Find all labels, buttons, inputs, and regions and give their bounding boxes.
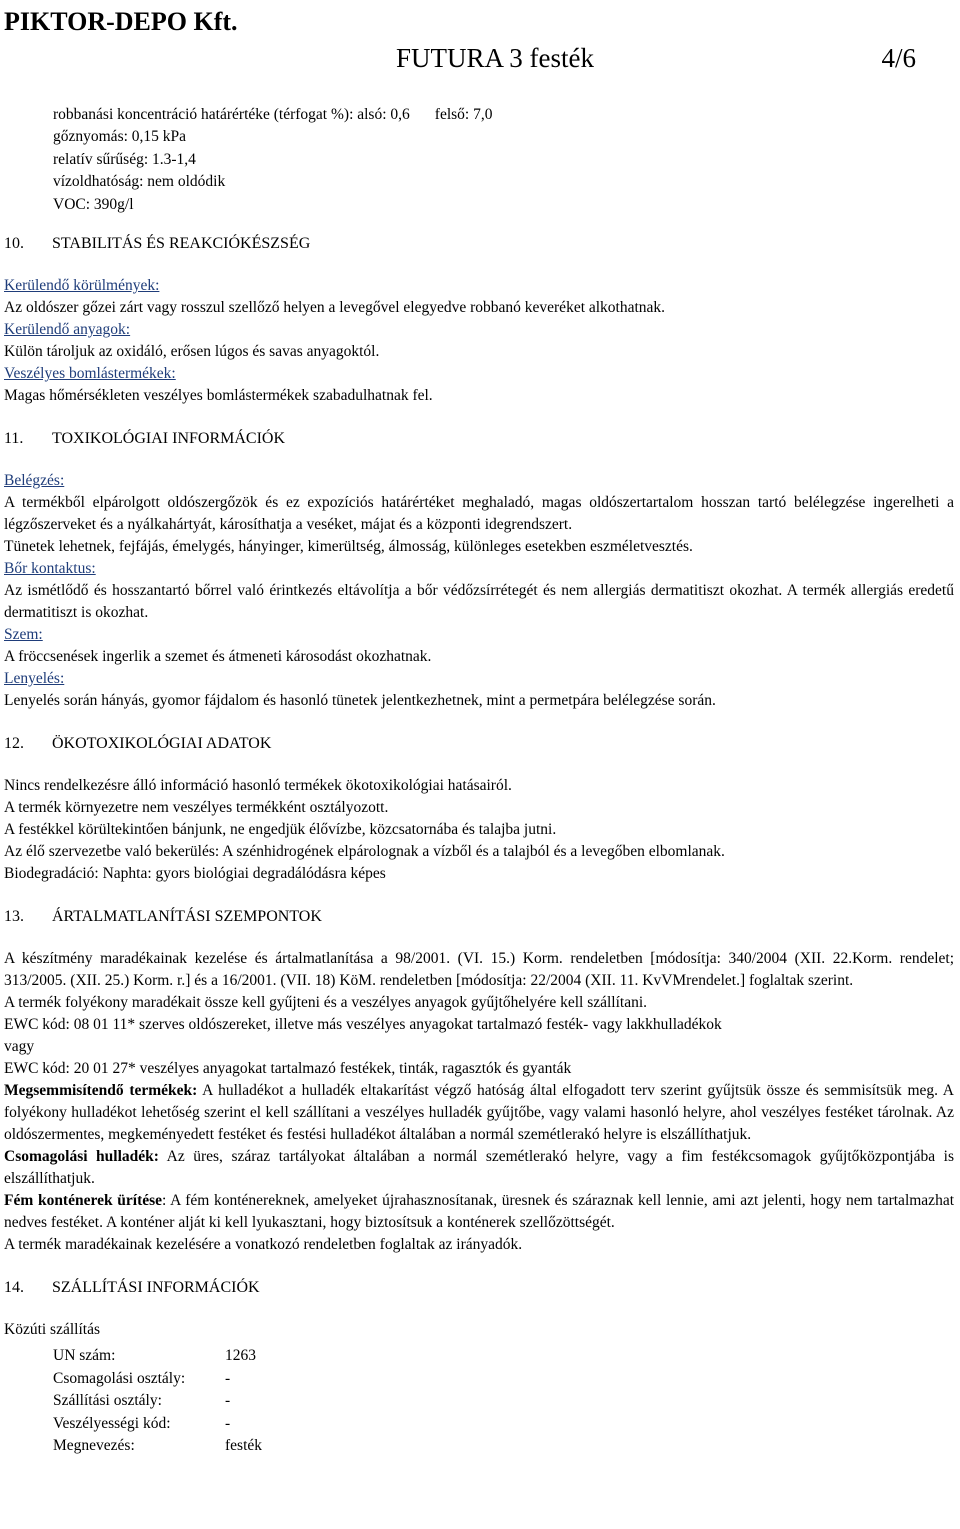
page-number: 4/6: [881, 43, 916, 73]
disposal-final-text: A termék maradékainak kezelésére a vonatkozó rendeletben foglaltak az irányadók.: [4, 1236, 523, 1253]
section-10-title: 10. STABILITÁS ÉS REAKCIÓKÉSZSÉG: [4, 235, 311, 252]
transport-row: Csomagolási osztály: -: [53, 1369, 231, 1387]
inhalation-heading: Belégzés:: [4, 472, 65, 489]
ewc-code-1: EWC kód: 08 01 11* szerves oldószereket, illetve más veszélyes anyagokat tartalmazó festék- vagy lakkhulladékok: [4, 1016, 722, 1033]
eco-line-5: Biodegradáció: Naphta: gyors biológiai degradálódásra képes: [4, 865, 386, 882]
transport-row: Megnevezés: festék: [53, 1437, 263, 1454]
eco-line-3: A festékkel körültekintően bánjunk, ne engedjük élővízbe, közcsatornába és talajba jutni.: [4, 821, 557, 838]
eco-line-2: A termék környezetre nem veszélyes termékként osztályozott.: [4, 799, 389, 816]
conditions-to-avoid-heading: Kerülendő körülmények:: [4, 277, 160, 294]
section-11-title: 11. TOXIKOLÓGIAI INFORMÁCIÓK: [4, 430, 286, 447]
skin-contact-heading: Bőr kontaktus:: [4, 560, 96, 577]
conditions-to-avoid-text: Az oldószer gőzei zárt vagy rosszul szellőző helyen a levegővel elegyedve robbanó keveréket alkothatnak.: [4, 299, 666, 316]
transport-table: [53, 1345, 954, 1458]
voc-value: VOC: 390g/l: [53, 195, 134, 213]
explosion-limit: robbanási koncentráció határértéke (térfogat %): alsó: 0,6: [53, 106, 410, 123]
transport-row: Szállítási osztály: -: [53, 1392, 231, 1409]
relative-density: relatív sűrűség: 1.3-1,4: [53, 150, 196, 168]
packaging-waste-paragraph: Csomagolási hulladék: Az üres, száraz tartályokat általában a normál szemétlerakó helyre, vagy a fim festékcsomagok gyűjtőközpontjába is elszállíthatjuk.: [4, 1148, 954, 1187]
skin-contact-text: Az ismétlődő és hosszantartó bőrrel való érintkezés eltávolítja a bőr védőzsírrétegét és nem allergiás dermatitiszt okozhat. A termék allergiás eredetű dermatitiszt is okozhat.: [4, 582, 954, 621]
physical-properties: [53, 104, 492, 216]
explosion-upper: felső: 7,0: [434, 106, 493, 123]
metal-container-paragraph: Fém konténerek ürítése: A fém konténereknek, amelyeket újrahasznosítanak, üresnek és száraznak kell lennie, ami azt jelenti, hogy nem tartalmazhat nedves festéket. A konténer alját ki kell lyukasztani, hogy biztosítsuk a konténerek szellőzöttségét.: [4, 1192, 954, 1231]
inhalation-text: A termékből elpárolgott oldószergőzök és ez expozíciós határértéket meghaladó, magas oldószertartalom hosszan tartó belélegzése ingerelheti a légzőszerveket és a nyálkahártyát, károsíthatja a veséket, májat és a központi idegrendszert.: [4, 494, 954, 533]
eye-heading: Szem:: [4, 626, 43, 643]
water-solubility: vízoldhatóság: nem oldódik: [53, 173, 226, 191]
ewc-code-2: EWC kód: 20 01 27* veszélyes anyagokat tartalmazó festékek, tinták, ragasztók és gyanták: [4, 1060, 572, 1077]
decomposition-products-heading: Veszélyes bomlástermékek:: [4, 365, 176, 382]
materials-to-avoid-heading: Kerülendő anyagok:: [4, 321, 131, 338]
ingestion-heading: Lenyelés:: [4, 670, 65, 687]
document-header: [396, 38, 916, 78]
section-12-title: 12. ÖKOTOXIKOLÓGIAI ADATOK: [4, 735, 272, 752]
ingestion-text: Lenyelés során hányás, gyomor fájdalom és hasonló tünetek jelentkezhetnek, mint a permetpára belélegzése során.: [4, 692, 716, 709]
disposal-collect-text: A termék folyékony maradékait össze kell gyűjteni és a veszélyes anyagok gyűjtőhelyére kell szállítani.: [4, 994, 648, 1011]
section-13-title: 13. ÁRTALMATLANÍTÁSI SZEMPONTOK: [4, 908, 322, 925]
transport-row: Veszélyességi kód: -: [53, 1414, 231, 1432]
vapour-pressure: gőznyomás: 0,15 kPa: [53, 128, 187, 146]
eco-line-4: Az élő szervezetbe való bekerülés: A szénhidrogének elpárolognak a vízből és a talajból és a levegőben elbomlanak.: [4, 843, 725, 860]
section-14-title: 14. SZÁLLÍTÁSI INFORMÁCIÓK: [4, 1279, 260, 1296]
product-title: FUTURA 3 festék: [396, 43, 594, 73]
materials-to-avoid-text: Külön tároljuk az oxidáló, erősen lúgos és savas anyagoktól.: [4, 343, 380, 360]
transport-row: UN szám: 1263: [53, 1347, 256, 1364]
road-transport-label: Közúti szállítás: [4, 1321, 100, 1338]
disposal-regulation-text: A készítmény maradékainak kezelése és ártalmatlanítása a 98/2001. (VI. 15.) Korm. rendeletben [módosítja: 340/2004 (XII. 22.Korm. rendelet; 313/2005. (XII. 25.) Korm. r.] és a 16/2001. (VII. 18) KöM. rendeletben [módosítja: 22/2004 (XII. 11. KvVMrendelet.] foglaltak szerint.: [4, 950, 954, 989]
symptoms-text: Tünetek lehetnek, fejfájás, émelygés, hányinger, kimerültség, álmosság, különleges esetekben eszméletvesztés.: [4, 538, 693, 555]
products-to-destroy-paragraph: Megsemmisítendő termékek: A hulladékot a hulladék eltakarítást végző hatóság által elfogadott terv szerint gyűjtsük össze és semmisítsük meg. A folyékony hulladékot lehetőség szerint el kell szállítani a veszélyes hulladék gyűjtőbe, vagy valami hasonló helyre, ahol veszélyes festéket tárolnak. Az oldószermentes, megkeményedett festéket és festési hulladékot általában a normál szemétlerakó helyre is elszállíthatjuk.: [4, 1082, 954, 1143]
ewc-or: vagy: [4, 1038, 35, 1055]
eco-line-1: Nincs rendelkezésre álló információ hasonló termékek ökotoxikológiai hatásairól.: [4, 777, 512, 794]
document-body: [4, 233, 954, 1458]
company-name: PIKTOR-DEPO Kft.: [4, 7, 238, 36]
decomposition-products-text: Magas hőmérsékleten veszélyes bomlástermékek szabadulhatnak fel.: [4, 387, 433, 404]
eye-text: A fröccsenések ingerlik a szemet és átmeneti károsodást okozhatnak.: [4, 648, 432, 665]
